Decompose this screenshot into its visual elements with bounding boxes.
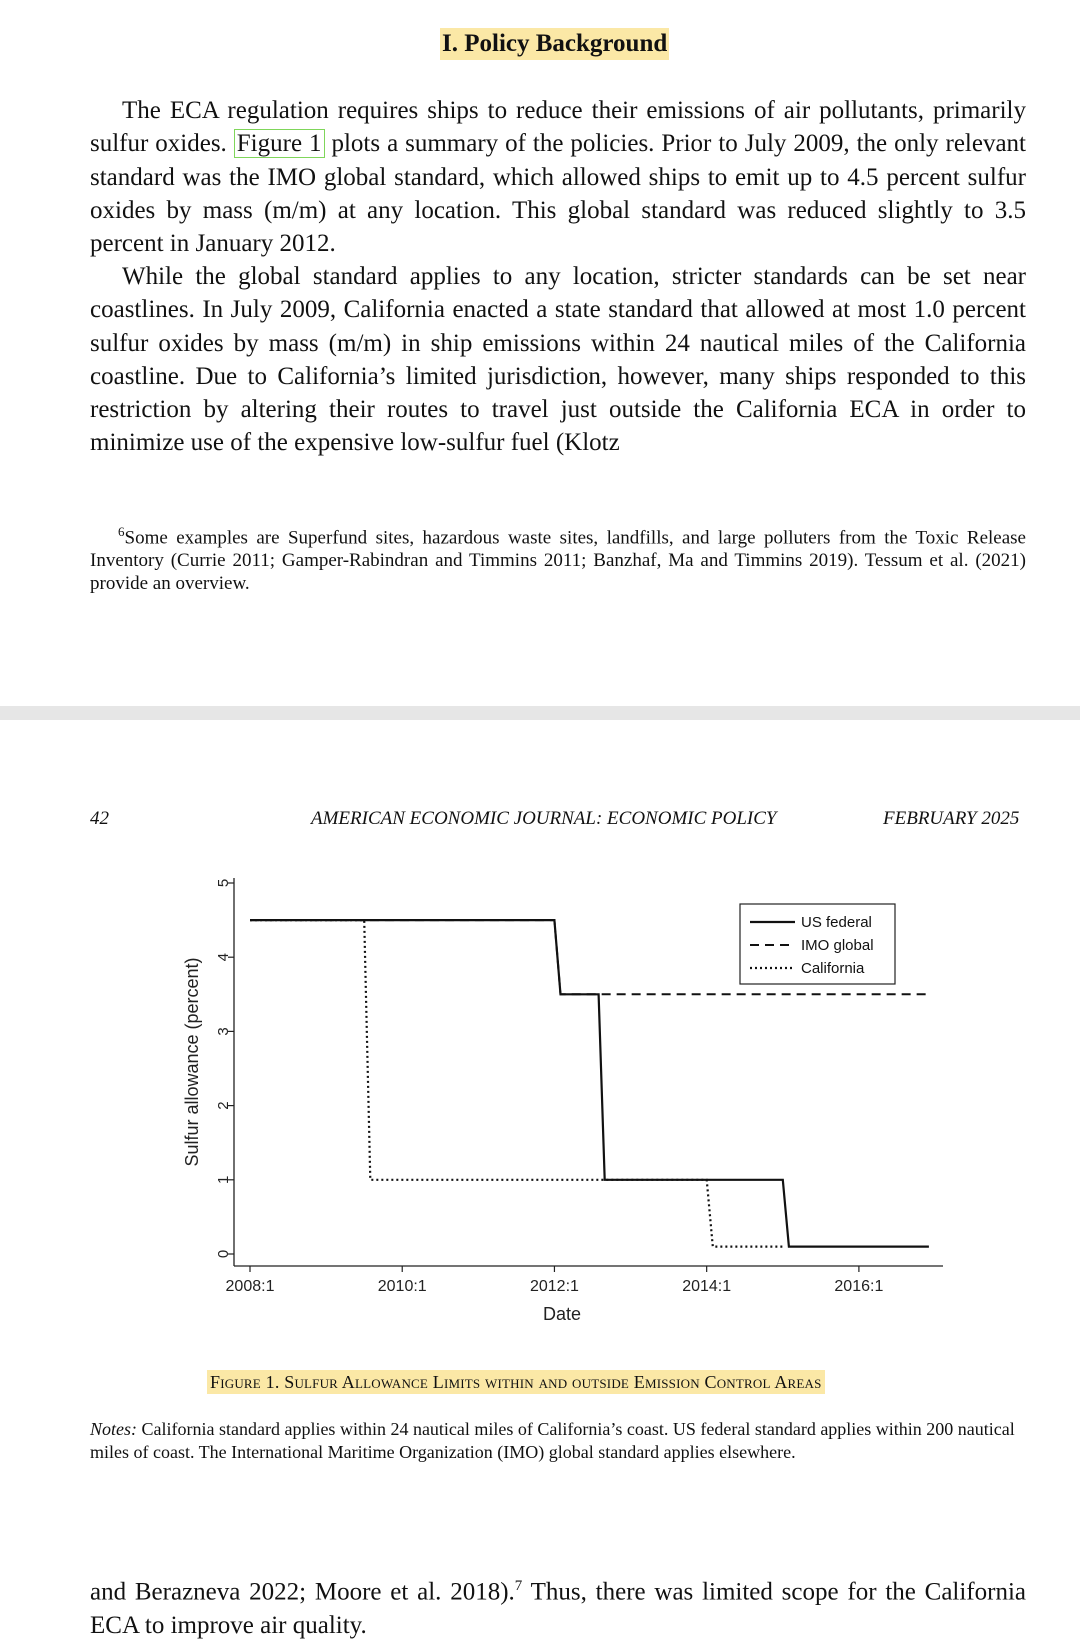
x-tick-label: 2012:1	[529, 1278, 579, 1295]
issue-date: FEBRUARY 2025	[883, 808, 1020, 829]
chart-svg	[170, 870, 960, 1350]
series-california	[250, 920, 783, 1247]
y-tick-label: 0	[214, 1249, 232, 1259]
journal-title: AMERICAN ECONOMIC JOURNAL: ECONOMIC POLICY	[311, 808, 777, 829]
figure-caption: Figure 1. Sulfur Allowance Limits within and outside Emission Control Areas	[207, 1370, 825, 1394]
legend-label: IMO global	[801, 937, 874, 954]
page-separator	[0, 706, 1080, 720]
paragraph-3-end: Thus, there was limited scope for the California ECA to improve air quality.	[90, 1578, 1026, 1639]
footnote-text: Some examples are Superfund sites, hazardous waste sites, landfills, and large polluters from the Toxic Release Inventory (Currie 2011; Gamper-Rabindran and Timmins 2011; Banzhaf, Ma and Timmins 2019). Tessum et al. (2021) provide an overview.	[90, 527, 1026, 595]
legend-label: California	[801, 960, 865, 977]
notes-label: Notes:	[90, 1419, 137, 1439]
page-number: 42	[90, 808, 109, 829]
x-axis-label: Date	[542, 1304, 582, 1324]
x-tick-label: 2014:1	[682, 1278, 732, 1295]
paragraph-1-start: The ECA regulation requires ships to reduce their emissions of air pollutants, primarily sulfur oxides.	[90, 97, 1026, 158]
y-tick-label: 2	[214, 1101, 232, 1110]
x-tick-label: 2008:1	[225, 1278, 275, 1295]
y-tick-label: 5	[214, 878, 232, 888]
notes-text: California standard applies within 24 nautical miles of California’s coast. US federal standard applies within 200 nautical miles of coast. The International Maritime Organization (IMO) global standard applies elsewhere.	[90, 1419, 1015, 1462]
footnote-6	[90, 520, 1026, 595]
figure-1-chart	[170, 870, 960, 1350]
y-tick-label: 4	[214, 953, 232, 962]
section-heading: I. Policy Background	[440, 28, 669, 60]
x-tick-label: 2016:1	[834, 1278, 884, 1295]
y-tick-label: 1	[214, 1175, 232, 1184]
footnote-ref-7[interactable]: 7	[514, 1578, 523, 1594]
y-tick-label: 3	[214, 1027, 232, 1036]
paragraph-1-end: plots a summary of the policies. Prior to July 2009, the only relevant standard was the IMO global standard, which allowed ships to emit up to 4.5 percent sulfur oxides by mass (m/m) at any location. This global standard was reduced slightly to 3.5 percent in January 2012.	[90, 130, 1027, 258]
paragraph-3-start: and Berazneva 2022; Moore et al. 2018).	[90, 1578, 515, 1606]
paragraph-1	[90, 94, 1026, 260]
paragraph-2-text: While the global standard applies to any location, stricter standards can be set near coastlines. In July 2009, California enacted a state standard that allowed at most 1.0 percent sulfur oxides by mass (m/m) in ship emissions within 24 nautical miles of the California coastline. Due to California’s limited jurisdiction, however, many ships responded to this restriction by altering their routes to travel just outside the California ECA in order to minimize use of the expensive low-sulfur fuel (Klotz	[90, 263, 1026, 457]
x-tick-label: 2010:1	[377, 1278, 427, 1295]
paragraph-3	[90, 1570, 1026, 1642]
y-axis-label: Sulfur allowance (percent)	[182, 957, 202, 1167]
footnote-number: 6	[118, 524, 125, 539]
figure-notes	[90, 1418, 1026, 1464]
legend-label: US federal	[801, 914, 872, 931]
paragraph-2	[90, 260, 1026, 460]
figure-1-link[interactable]: Figure 1	[234, 129, 325, 158]
